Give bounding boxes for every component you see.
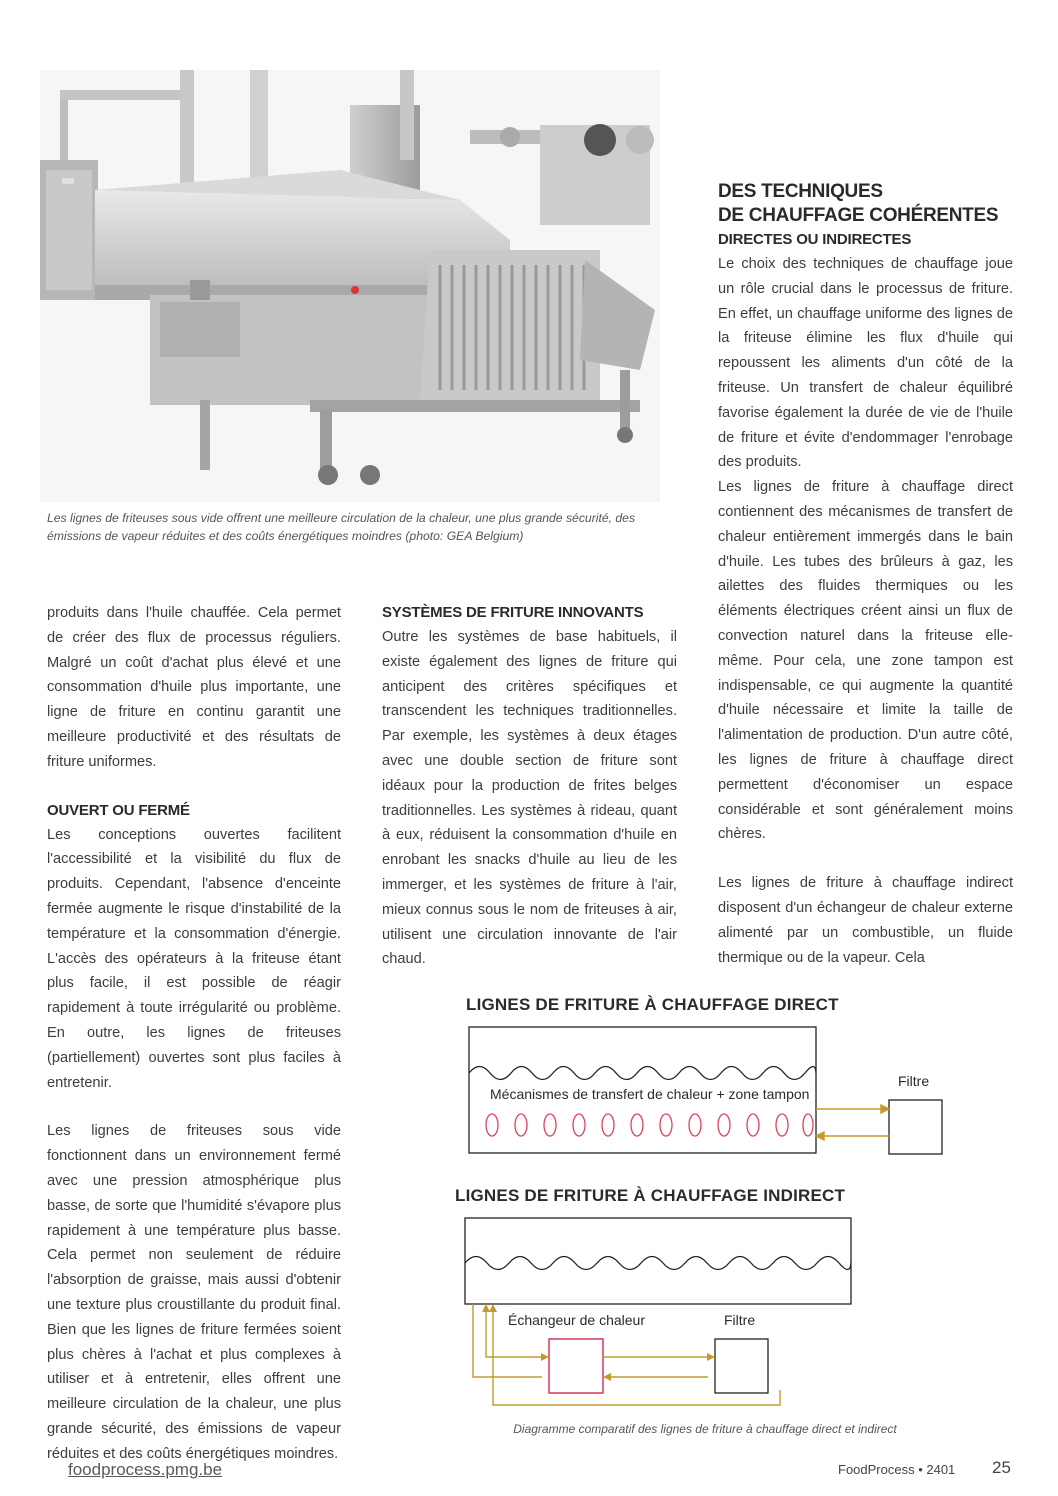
arrow-heads-indirect: [482, 1304, 715, 1381]
paragraph: Les lignes de friteuses sous vide fonctionnent dans un environnement fermé avec une pression atmosphérique plus basse, de sorte que l'humidité s'évapore plus rapidement à une température plus basse. Cela permet non seulement de réduire l'absorption de graisse, mais aussi d'obtenir une texture plus croustillante du produit final. Bien que les lignes de friture fermées soient plus chères à l'achat et plus complexes à utiliser et à entretenir, elles offrent une meilleure circulation de la chaleur, une plus grande sécurité, des émissions de vapeur réduites et des coûts énergétiques moindres.: [47, 1123, 341, 1462]
fryer-line-photo: [40, 70, 660, 502]
diagram-title-direct: LIGNES DE FRITURE À CHAUFFAGE DIRECT: [466, 995, 839, 1014]
label-heat-exchanger: Échangeur de chaleur: [508, 1312, 645, 1328]
issue-label: FoodProcess • 2401: [838, 1462, 956, 1477]
section-heading-innovative-systems: SYSTÈMES DE FRITURE INNOVANTS: [382, 604, 644, 621]
label-filter-indirect: Filtre: [724, 1312, 756, 1328]
diagram-graphics: [440, 985, 1020, 1425]
section-heading-open-closed: OUVERT OU FERMÉ: [47, 801, 190, 819]
heat-exchanger-box: [549, 1339, 603, 1393]
diagram-title-indirect: LIGNES DE FRITURE À CHAUFFAGE INDIRECT: [455, 1186, 846, 1205]
paragraph: Le choix des techniques de chauffage joue un rôle crucial dans le processus de friture. En effet, un chauffage uniforme des lignes de la friteuse élimine les flux d'huile qui repoussent les aliments d'un côté de la friteuse. Un transfert de chaleur équilibré favorise également la durée de vie de l'huile de friture et évite d'endommager l'enrobage des produits.: [718, 256, 1013, 471]
article-title-line-1: DES TECHNIQUES: [718, 181, 883, 202]
paragraph: Les lignes de friture à chauffage indirect disposent d'un échangeur de chaleur externe alimenté par un combustible, un fluide thermique ou de la vapeur. Cela: [718, 875, 1013, 966]
filter-box-indirect: [715, 1339, 768, 1393]
paragraph: Outre les systèmes de base habituels, il existe également des lignes de friture qui anticipent des critères spécifiques et transcendent les techniques traditionnelles. Par exemple, les systèmes à deux étages avec une double section de friture sont idéaux pour la production de frites belges traditionnelles. Les systèmes à rideau, quant à eux, réduisent la consommation d'huile en enrobant les snacks d'huile au lieu de les immerger, et les systèmes de friture à l'air, mieux connus sous le nom de friteuses à air, utilisent une circulation innovante de l'air chaud.: [382, 629, 677, 968]
page-number: 25: [992, 1458, 1011, 1477]
oil-wave-indirect: [465, 1257, 851, 1270]
paragraph: Les conceptions ouvertes facilitent l'accessibilité et la visibilité du flux de produits. Cependant, l'absence d'enceinte fermée augmente le risque d'instabilité de la température et la consommation d'énergie. L'accès des opérateurs à la friteuse étant plus facile, il est possible de réagir rapidement à toute irrégularité ou problème. En outre, les lignes de friteuses (partiellement) ouvertes sont plus faciles à entretenir.: [47, 826, 341, 1091]
label-heat-transfer-mechanisms: Mécanismes de transfert de chaleur + zone tampon: [490, 1086, 810, 1102]
column-3: [718, 180, 1013, 970]
website-link[interactable]: foodprocess.pmg.be: [68, 1460, 223, 1479]
photo-caption: Les lignes de friteuses sous vide offrent une meilleure circulation de la chaleur, une plus grande sécurité, des émissions de vapeur réduites et des coûts énergétiques moindres (photo: GEA Belgium): [47, 511, 636, 543]
label-filter-direct: Filtre: [898, 1073, 930, 1089]
flow-arrows-indirect: [473, 1304, 780, 1405]
paragraph: produits dans l'huile chauffée. Cela permet de créer des flux de processus réguliers. Malgré un coût d'achat plus élevé et une consommation d'huile plus importante, une ligne de friture en continu garantit une meilleure productivité et des résultats de friture uniformes.: [47, 605, 341, 770]
oil-wave-direct: [469, 1067, 816, 1080]
flow-arrows-direct: [816, 1105, 889, 1140]
direct-fryer-tank: [469, 1027, 816, 1153]
filter-box-direct: [889, 1100, 942, 1154]
article-subtitle: DIRECTES OU INDIRECTES: [718, 231, 912, 248]
paragraph: Les lignes de friture à chauffage direct contiennent des mécanismes de transfert de chaleur entièrement immergés dans le bain d'huile. Les tubes des brûleurs à gaz, les ailettes des fluides thermiques ou les éléments électriques créent ainsi un flux de convection naturel dans la friteuse elle-même. Pour cela, une zone tampon est indispensable, ce qui augmente la quantité d'huile nécessaire et limite la taille de l'alimentation de production. D'un autre côté, les lignes de friture à chauffage direct permettent d'économiser un espace considérable et sont généralement moins chères.: [718, 479, 1013, 843]
column-2: [382, 601, 677, 972]
heat-elements-direct: [486, 1114, 813, 1136]
article-title-line-2: DE CHAUFFAGE COHÉRENTES: [718, 205, 999, 226]
heating-comparison-diagram: [440, 985, 1020, 1425]
column-1: [47, 601, 341, 1467]
diagram-caption: Diagramme comparatif des lignes de friture à chauffage direct et indirect: [513, 1422, 897, 1436]
